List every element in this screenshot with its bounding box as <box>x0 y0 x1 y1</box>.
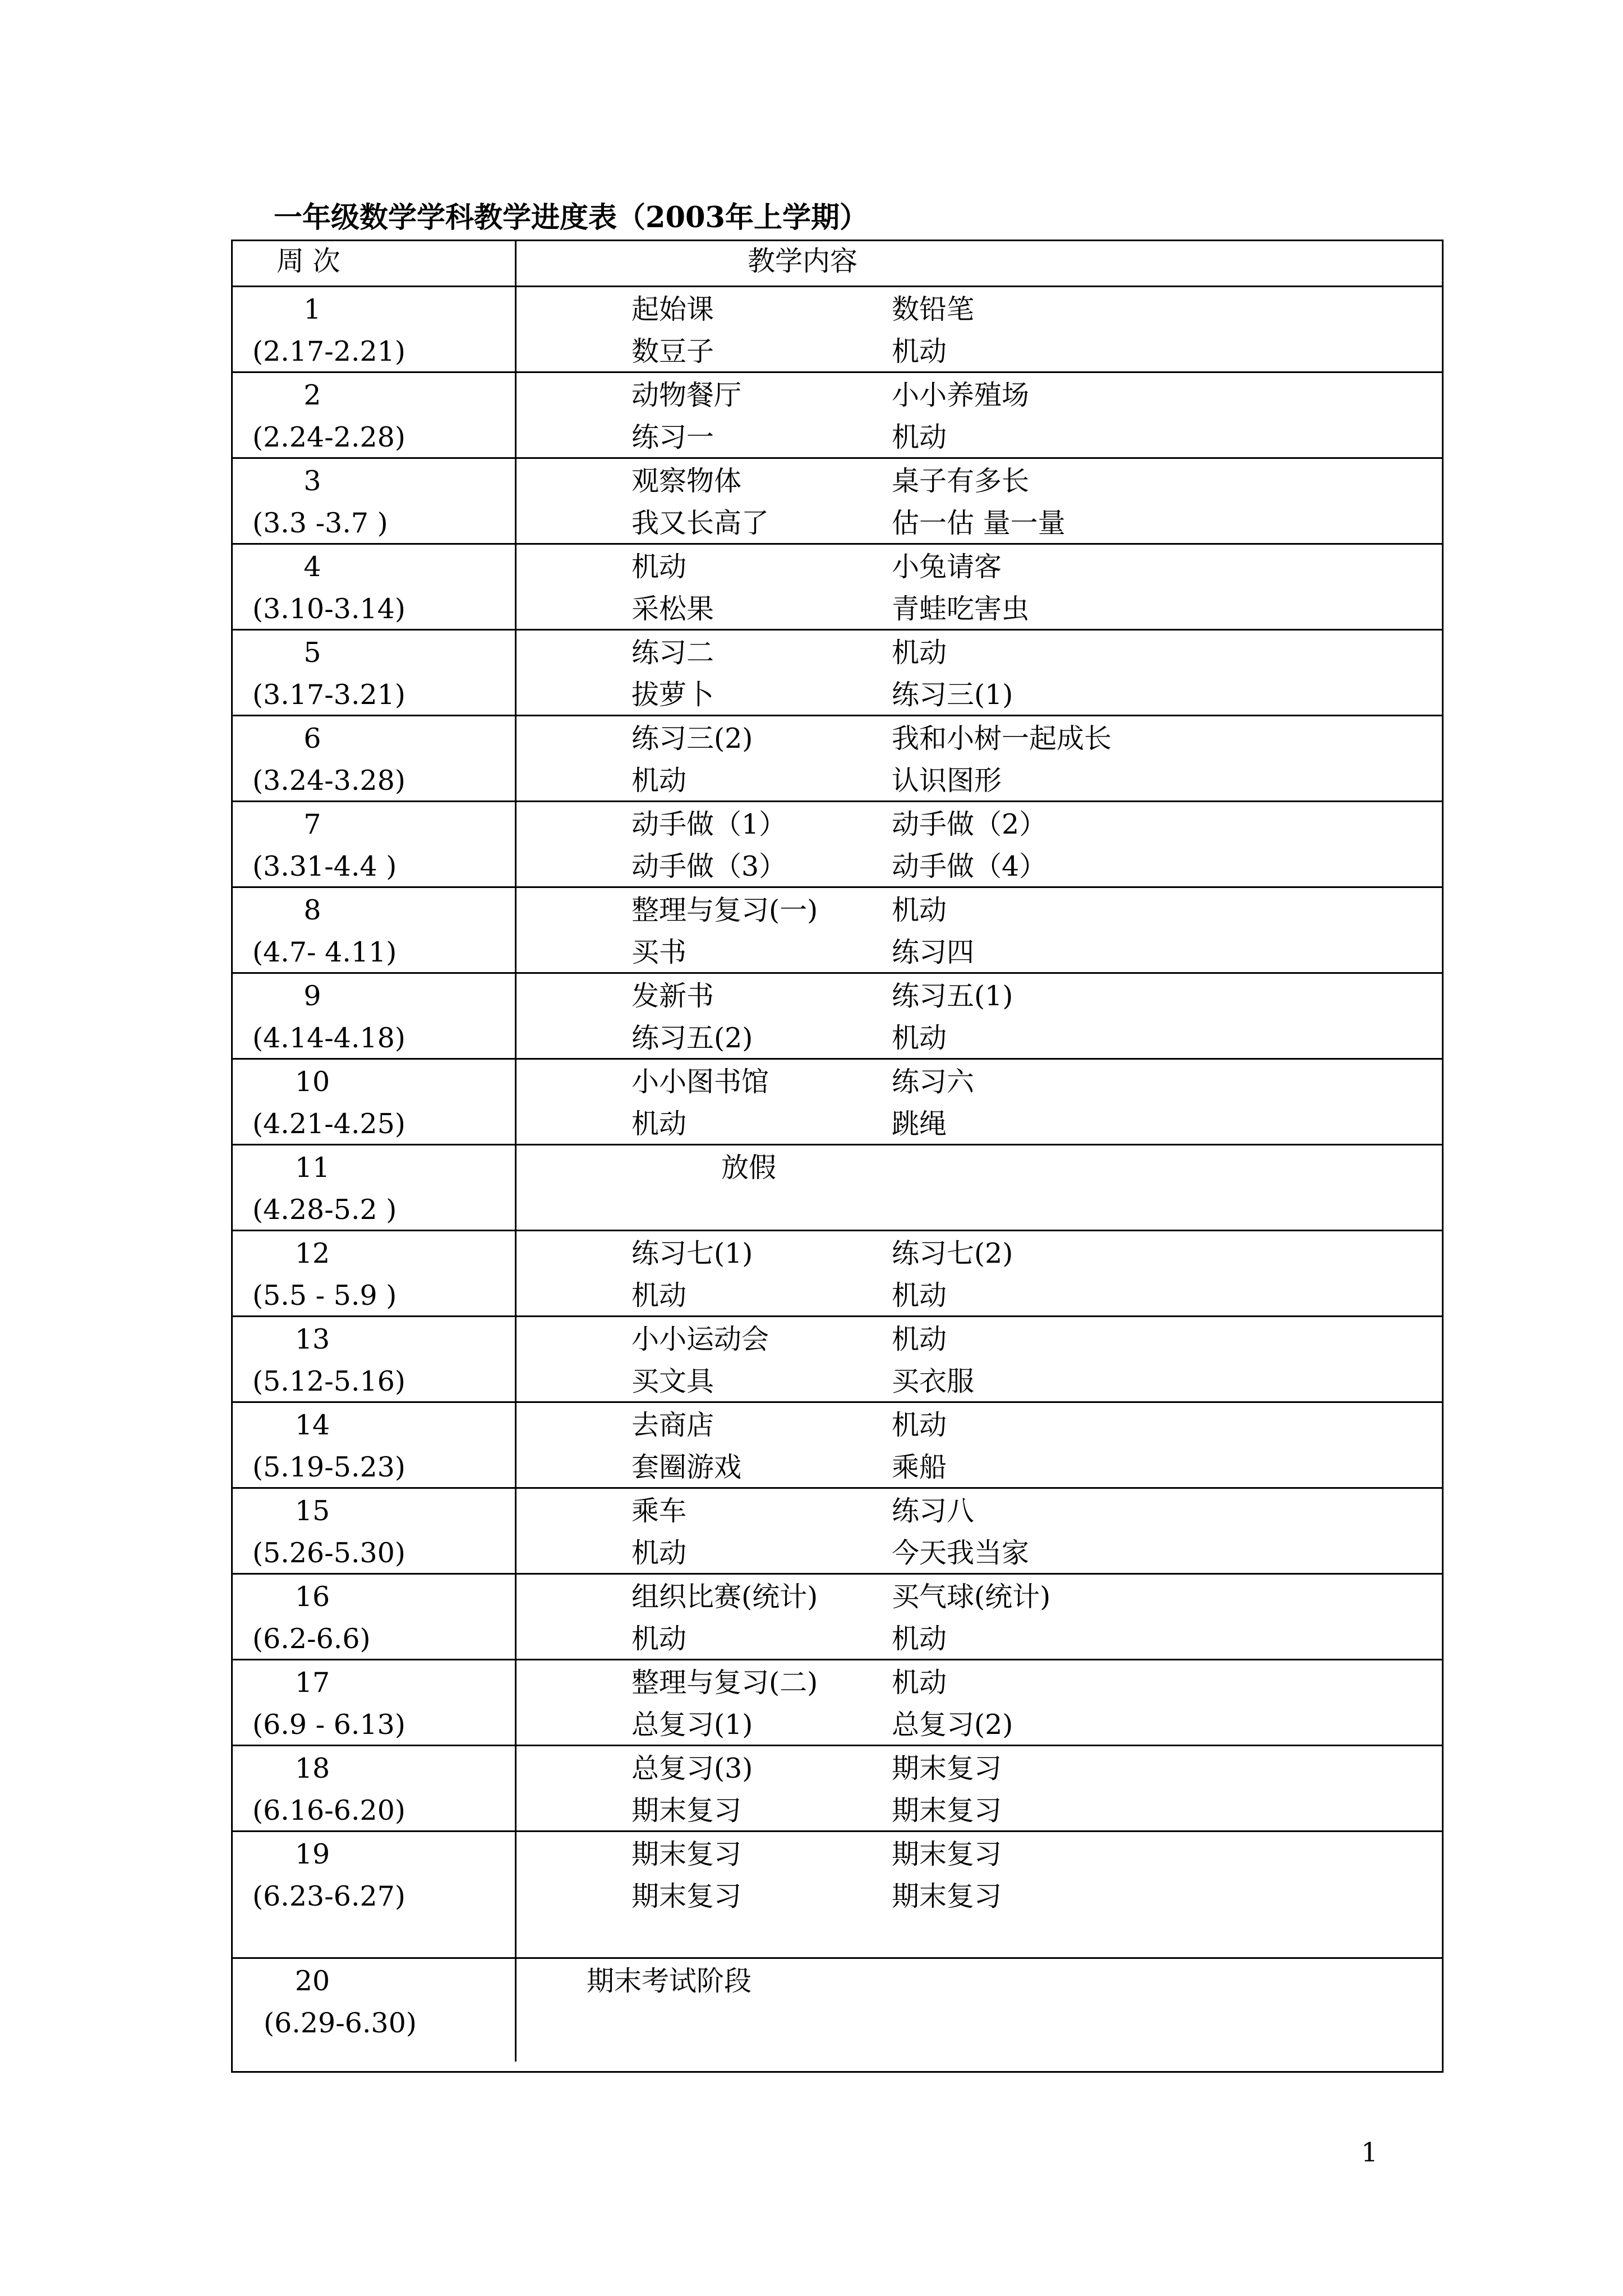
lesson-item: 练习三(2) <box>631 723 753 754</box>
table-row <box>233 1659 1442 1745</box>
exam-period-label: 期末考试阶段 <box>587 1965 752 1997</box>
lesson-item: 认识图形 <box>892 765 1002 797</box>
week-number: 9 <box>303 980 321 1012</box>
content-cell <box>517 802 1442 886</box>
lesson-item: 组织比赛(统计) <box>631 1581 818 1613</box>
table-row <box>233 1830 1442 1957</box>
lesson-item: 练习三(1) <box>892 679 1013 711</box>
week-cell <box>233 1832 517 1957</box>
lesson-item: 期末复习 <box>892 1838 1002 1870</box>
lesson-item: 练习八 <box>892 1495 975 1527</box>
lesson-item: 期末复习 <box>892 1752 1002 1784</box>
document-title: 一年级数学学科教学进度表（2003年上学期） <box>274 201 868 234</box>
week-number: 10 <box>294 1066 330 1098</box>
week-cell <box>233 1231 517 1315</box>
week-dates: (6.29-6.30) <box>264 2007 417 2039</box>
week-dates: (5.19-5.23) <box>252 1451 405 1483</box>
lesson-item: 机动 <box>631 1623 687 1655</box>
week-dates: (6.16-6.20) <box>252 1795 405 1826</box>
week-cell <box>233 459 517 543</box>
week-cell <box>233 1403 517 1487</box>
week-dates: (4.7- 4.11) <box>252 936 397 968</box>
week-cell <box>233 1746 517 1830</box>
week-number: 12 <box>294 1237 330 1269</box>
week-dates: (3.31-4.4 ) <box>252 850 397 882</box>
lesson-item: 机动 <box>892 421 947 453</box>
lesson-item: 机动 <box>892 637 947 669</box>
week-dates: (4.21-4.25) <box>252 1108 405 1140</box>
lesson-item: 乘船 <box>892 1451 947 1483</box>
week-dates: (3.3 -3.7 ) <box>252 507 388 539</box>
lesson-item: 总复习(2) <box>892 1709 1013 1741</box>
content-cell <box>517 631 1442 715</box>
content-cell <box>517 287 1442 371</box>
lesson-item: 采松果 <box>631 593 714 625</box>
week-dates: (3.10-3.14) <box>252 593 405 625</box>
table-row <box>233 1745 1442 1830</box>
week-dates: (2.17-2.21) <box>252 335 405 367</box>
lesson-item: 练习四 <box>892 936 975 968</box>
header-content-label: 教学内容 <box>748 245 858 277</box>
lesson-item: 练习二 <box>631 637 714 669</box>
lesson-item: 买衣服 <box>892 1365 975 1397</box>
lesson-item: 动物餐厅 <box>631 379 742 411</box>
lesson-item: 起始课 <box>631 293 714 325</box>
table-row <box>233 1573 1442 1659</box>
lesson-item: 练习七(1) <box>631 1237 753 1269</box>
schedule-table <box>231 240 1444 2073</box>
table-row <box>233 1230 1442 1315</box>
content-cell <box>517 1317 1442 1401</box>
lesson-item: 数豆子 <box>631 335 714 367</box>
week-dates: (5.5 - 5.9 ) <box>252 1280 397 1312</box>
content-cell <box>517 1403 1442 1487</box>
table-header-row <box>233 241 1442 286</box>
lesson-item: 小小图书馆 <box>631 1066 769 1098</box>
lesson-item: 练习一 <box>631 421 714 453</box>
week-number: 13 <box>294 1323 330 1355</box>
content-cell <box>517 545 1442 629</box>
lesson-item: 机动 <box>892 1280 947 1312</box>
lesson-item: 练习五(1) <box>892 980 1013 1012</box>
header-content-cell <box>517 241 1442 286</box>
table-row <box>233 457 1442 543</box>
content-cell <box>517 1060 1442 1144</box>
lesson-item: 发新书 <box>631 980 714 1012</box>
lesson-item: 动手做（1） <box>631 808 787 840</box>
lesson-item: 整理与复习(一) <box>631 894 818 926</box>
lesson-item: 机动 <box>631 1537 687 1569</box>
content-cell <box>517 1832 1442 1957</box>
lesson-item: 青蛙吃害虫 <box>892 593 1030 625</box>
table-row <box>233 1401 1442 1487</box>
lesson-item: 买文具 <box>631 1365 714 1397</box>
lesson-item: 桌子有多长 <box>892 465 1030 497</box>
week-number: 6 <box>303 723 321 754</box>
lesson-item: 整理与复习(二) <box>631 1667 818 1699</box>
lesson-item: 动手做（3） <box>631 850 787 882</box>
lesson-item: 买书 <box>631 936 687 968</box>
lesson-item: 期末复习 <box>892 1795 1002 1826</box>
lesson-item: 练习六 <box>892 1066 975 1098</box>
table-row <box>233 800 1442 886</box>
table-row <box>233 886 1442 972</box>
content-cell <box>517 1959 1442 2062</box>
week-dates: (6.2-6.6) <box>252 1623 371 1655</box>
lesson-item: 练习五(2) <box>631 1022 753 1054</box>
week-number: 4 <box>303 551 321 583</box>
content-cell <box>517 974 1442 1058</box>
lesson-item: 数铅笔 <box>892 293 975 325</box>
lesson-item: 小小运动会 <box>631 1323 769 1355</box>
content-cell <box>517 1746 1442 1830</box>
content-cell <box>517 1575 1442 1659</box>
lesson-item: 小兔请客 <box>892 551 1002 583</box>
week-cell <box>233 1489 517 1573</box>
lesson-item: 机动 <box>892 1623 947 1655</box>
lesson-item: 练习七(2) <box>892 1237 1013 1269</box>
lesson-item: 机动 <box>892 1667 947 1699</box>
week-number: 17 <box>294 1667 330 1699</box>
lesson-item: 期末复习 <box>631 1880 742 1912</box>
week-cell <box>233 1959 517 2062</box>
lesson-item: 乘车 <box>631 1495 687 1527</box>
week-number: 5 <box>303 637 321 669</box>
content-cell <box>517 1231 1442 1315</box>
lesson-item: 总复习(3) <box>631 1752 753 1784</box>
lesson-item: 我又长高了 <box>631 507 769 539</box>
week-dates: (6.23-6.27) <box>252 1880 405 1912</box>
week-cell <box>233 631 517 715</box>
week-dates: (3.17-3.21) <box>252 679 405 711</box>
lesson-item: 期末复习 <box>631 1838 742 1870</box>
lesson-item: 总复习(1) <box>631 1709 753 1741</box>
lesson-item: 拔萝卜 <box>631 679 714 711</box>
lesson-item: 买气球(统计) <box>892 1581 1051 1613</box>
week-cell <box>233 287 517 371</box>
lesson-item: 动手做（2） <box>892 808 1047 840</box>
lesson-item: 我和小树一起成长 <box>892 723 1112 754</box>
week-number: 16 <box>294 1581 330 1613</box>
week-dates: (2.24-2.28) <box>252 421 405 453</box>
table-row <box>233 1487 1442 1573</box>
lesson-item: 今天我当家 <box>892 1537 1030 1569</box>
header-week-cell <box>233 241 517 286</box>
content-cell <box>517 1489 1442 1573</box>
week-cell <box>233 888 517 972</box>
table-row <box>233 1058 1442 1144</box>
week-number: 1 <box>303 293 321 325</box>
holiday-label: 放假 <box>721 1152 777 1184</box>
table-row <box>233 715 1442 800</box>
week-cell <box>233 1575 517 1659</box>
table-row <box>233 1144 1442 1230</box>
content-cell <box>517 716 1442 800</box>
week-dates: (4.14-4.18) <box>252 1022 405 1054</box>
week-cell <box>233 1145 517 1230</box>
lesson-item: 机动 <box>892 1409 947 1441</box>
lesson-item: 观察物体 <box>631 465 742 497</box>
week-cell <box>233 1060 517 1144</box>
table-row <box>233 371 1442 457</box>
lesson-item: 机动 <box>892 1022 947 1054</box>
lesson-item: 机动 <box>631 551 687 583</box>
header-week-label: 周 次 <box>276 245 340 277</box>
week-number: 2 <box>303 379 321 411</box>
table-row <box>233 629 1442 715</box>
page-number: 1 <box>1361 2137 1378 2168</box>
table-row <box>233 972 1442 1058</box>
week-number: 14 <box>294 1409 330 1441</box>
week-dates: (5.12-5.16) <box>252 1365 405 1397</box>
week-cell <box>233 1660 517 1745</box>
lesson-item: 跳绳 <box>892 1108 947 1140</box>
week-number: 7 <box>303 808 321 840</box>
lesson-item: 机动 <box>631 1280 687 1312</box>
week-dates: (3.24-3.28) <box>252 765 405 797</box>
content-cell <box>517 1145 1442 1230</box>
content-cell <box>517 888 1442 972</box>
table-row <box>233 543 1442 629</box>
week-dates: (5.26-5.30) <box>252 1537 405 1569</box>
week-dates: (6.9 - 6.13) <box>252 1709 405 1741</box>
lesson-item: 机动 <box>892 335 947 367</box>
week-cell <box>233 802 517 886</box>
content-cell <box>517 459 1442 543</box>
week-cell <box>233 1317 517 1401</box>
week-dates: (4.28-5.2 ) <box>252 1194 397 1226</box>
week-number: 8 <box>303 894 321 926</box>
content-cell <box>517 373 1442 457</box>
week-number: 11 <box>294 1152 330 1184</box>
lesson-item: 动手做（4） <box>892 850 1047 882</box>
table-row <box>233 1957 1442 2062</box>
week-number: 19 <box>294 1838 330 1870</box>
week-cell <box>233 545 517 629</box>
table-row <box>233 1315 1442 1401</box>
content-cell <box>517 1660 1442 1745</box>
lesson-item: 估一估 量一量 <box>892 507 1066 539</box>
week-cell <box>233 716 517 800</box>
lesson-item: 机动 <box>892 1323 947 1355</box>
lesson-item: 去商店 <box>631 1409 714 1441</box>
week-number: 18 <box>294 1752 330 1784</box>
table-row <box>233 286 1442 371</box>
week-number: 20 <box>294 1965 330 1997</box>
week-cell <box>233 373 517 457</box>
week-number: 15 <box>294 1495 330 1527</box>
lesson-item: 机动 <box>631 765 687 797</box>
lesson-item: 期末复习 <box>892 1880 1002 1912</box>
lesson-item: 机动 <box>892 894 947 926</box>
lesson-item: 期末复习 <box>631 1795 742 1826</box>
week-number: 3 <box>303 465 321 497</box>
lesson-item: 套圈游戏 <box>631 1451 742 1483</box>
lesson-item: 小小养殖场 <box>892 379 1030 411</box>
week-cell <box>233 974 517 1058</box>
lesson-item: 机动 <box>631 1108 687 1140</box>
